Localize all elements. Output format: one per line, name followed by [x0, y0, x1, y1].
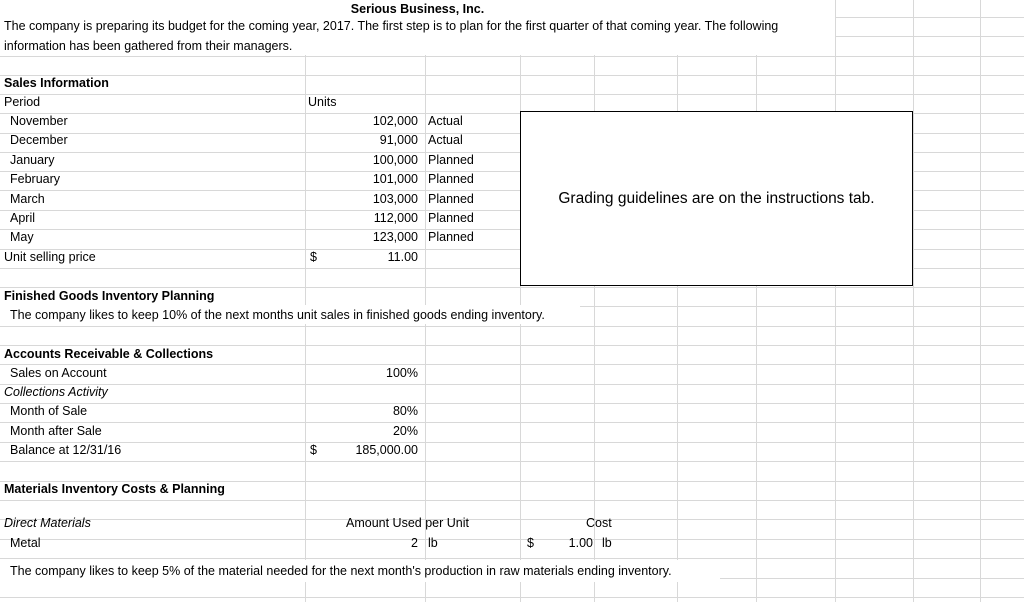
gridline — [0, 94, 1024, 95]
metal-amount: 2 — [411, 536, 418, 550]
cost-unit: lb — [602, 536, 612, 550]
sales-on-account-value: 100% — [386, 366, 418, 380]
month-after-value: 20% — [392, 424, 418, 438]
month-of-sale-label: Month of Sale — [10, 404, 88, 418]
sales-row-units: 101,000 — [372, 172, 418, 186]
sales-row-status: Planned — [428, 192, 474, 206]
price-value: 11.00 — [387, 250, 418, 264]
balance-value: 185,000.00 — [355, 443, 418, 457]
sales-row-units: 100,000 — [372, 153, 418, 167]
gridline — [913, 55, 914, 602]
page-title: Serious Business, Inc. — [350, 2, 485, 16]
sales-row-status: Planned — [428, 153, 474, 167]
gridline — [0, 442, 1024, 443]
amount-used-label: Amount Used per Unit — [346, 516, 469, 530]
collections-label: Collections Activity — [4, 385, 108, 399]
intro-line-1: The company is preparing its budget for the coming year, 2017. The first step is to plan for the first quarter of that coming year. The following — [4, 19, 779, 33]
gridline — [0, 75, 1024, 76]
gridline — [980, 0, 981, 55]
gridline — [835, 0, 836, 55]
sales-row-month: December — [10, 133, 68, 147]
price-currency: $ — [310, 250, 317, 264]
sales-row-month: November — [10, 114, 68, 128]
sales-row-status: Planned — [428, 211, 474, 225]
sales-row-units: 103,000 — [372, 192, 418, 206]
intro-line-2: information has been gathered from their managers. — [4, 39, 293, 53]
balance-label: Balance at 12/31/16 — [10, 443, 122, 457]
month-of-sale-value: 80% — [392, 404, 418, 418]
price-label: Unit selling price — [4, 250, 96, 264]
receivables-heading: Accounts Receivable & Collections — [4, 347, 214, 361]
month-after-label: Month after Sale — [10, 424, 102, 438]
metal-label: Metal — [10, 536, 41, 550]
materials-heading: Materials Inventory Costs & Planning — [4, 482, 225, 496]
sales-heading: Sales Information — [4, 76, 109, 90]
gridline — [0, 500, 1024, 501]
gridline — [0, 597, 1024, 598]
gridline — [0, 384, 1024, 385]
gridline — [0, 403, 1024, 404]
gridline — [0, 519, 1024, 520]
sales-row-status: Planned — [428, 172, 474, 186]
units-label: Units — [308, 95, 337, 109]
sales-row-units: 112,000 — [373, 211, 418, 225]
sales-row-units: 102,000 — [372, 114, 418, 128]
gridline — [0, 539, 1024, 540]
sales-row-month: April — [10, 211, 36, 225]
sales-row-month: March — [10, 192, 45, 206]
gridline — [0, 461, 1024, 462]
finished-goods-text: The company likes to keep 10% of the next months unit sales in finished goods ending inventory. — [10, 308, 545, 322]
cost-currency: $ — [527, 536, 534, 550]
gridline — [0, 364, 1024, 365]
sales-row-status: Actual — [428, 114, 463, 128]
period-label: Period — [4, 95, 41, 109]
direct-materials-label: Direct Materials — [4, 516, 91, 530]
gridline — [913, 0, 914, 55]
grading-note-box — [520, 111, 913, 286]
cost-value: 1.00 — [568, 536, 593, 550]
sales-row-units: 91,000 — [379, 133, 418, 147]
finished-goods-heading: Finished Goods Inventory Planning — [4, 289, 215, 303]
gridline — [0, 422, 1024, 423]
gridline — [0, 558, 1024, 559]
sales-row-status: Actual — [428, 133, 463, 147]
cost-label: Cost — [586, 516, 612, 530]
gridline — [305, 55, 306, 602]
balance-currency: $ — [310, 443, 317, 457]
sales-row-month: January — [10, 153, 55, 167]
metal-amount-unit: lb — [428, 536, 438, 550]
sales-row-month: May — [10, 230, 34, 244]
sales-row-units: 123,000 — [372, 230, 418, 244]
gridline — [0, 326, 1024, 327]
gridline — [0, 56, 1024, 57]
materials-text: The company likes to keep 5% of the material needed for the next month's production in raw materials ending inventory. — [10, 564, 672, 578]
sales-row-month: February — [10, 172, 61, 186]
grading-note-text: Grading guidelines are on the instructions tab. — [558, 189, 875, 207]
sales-on-account-label: Sales on Account — [10, 366, 107, 380]
gridline — [980, 55, 981, 602]
sales-row-status: Planned — [428, 230, 474, 244]
